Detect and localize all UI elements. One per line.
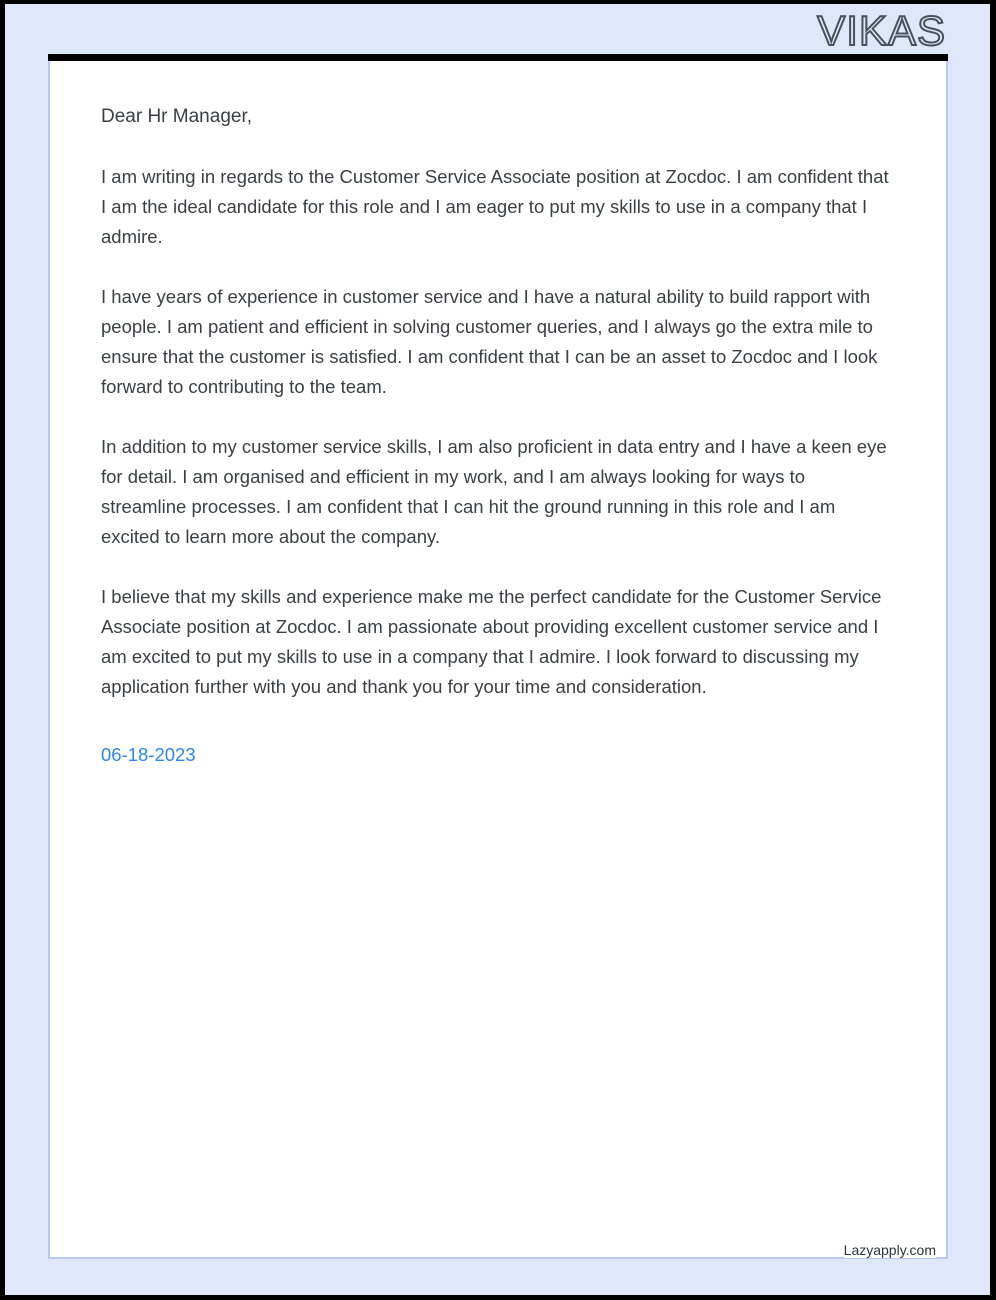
frame-edge-bottom <box>0 1295 996 1300</box>
letter-date: 06-18-2023 <box>101 744 196 765</box>
frame-edge-right <box>990 0 996 1300</box>
letter-paragraph: I am writing in regards to the Customer Service Associate position at Zocdoc. I am confident that I am the ideal candidate for this role and I am eager to put my skills to use in a company that I admire. <box>101 166 889 247</box>
letter-paragraph: In addition to my customer service skills, I am also proficient in data entry and I have a keen eye for detail. I am organised and efficient in my work, and I am always looking for ways to streamline processes. I am confident that I can hit the ground running in this role and I am excited to learn more about the company. <box>101 436 887 547</box>
letter-paragraph: I have years of experience in customer service and I have a natural ability to build rapport with people. I am patient and efficient in solving customer queries, and I always go the extra mile to ensure that the customer is satisfied. I am confident that I can be an asset to Zocdoc and I look forward to contributing to the team. <box>101 286 878 397</box>
letter-greeting: Dear Hr Manager, <box>101 106 253 127</box>
letter-page <box>48 61 948 1259</box>
frame-edge-left <box>0 0 5 1300</box>
letter-paragraph: I believe that my skills and experience make me the perfect candidate for the Customer Service Associate position at Zocdoc. I am passionate about providing excellent customer service and I am excited to put my skills to use in a company that I admire. I look forward to discussing my application further with you and thank you for your time and consideration. <box>101 586 882 697</box>
brand-logo: VIKAS <box>817 7 946 54</box>
letter-body <box>50 61 946 770</box>
header-divider-bar <box>48 54 948 61</box>
frame-edge-top <box>0 0 996 4</box>
watermark-lazyapply: Lazyapply.com <box>843 1242 936 1258</box>
